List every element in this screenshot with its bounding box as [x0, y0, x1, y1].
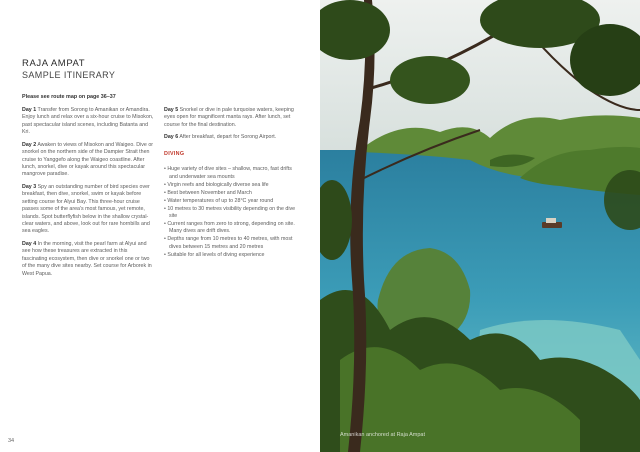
- day-text: In the morning, visit the pearl farm at Alyui and see how these treasures are extracted in this fascinating ecosystem, then dive or snorkel one or two of the many dive sites nearby. Set course for Arborek in West Papua.: [22, 241, 152, 277]
- route-map-note: Please see route map on page 36–37: [22, 94, 116, 100]
- itinerary-column-left: [22, 107, 154, 283]
- diving-item: • 10 metres to 30 metres visibility depending on the dive site: [164, 206, 302, 221]
- page-subtitle: SAMPLE ITINERARY: [22, 70, 116, 80]
- diving-item: • Depths range from 10 metres to 40 metres, with most dives between 15 metres and 20 metres: [164, 236, 302, 251]
- day-label: Day 2: [22, 141, 37, 148]
- diving-heading: DIVING: [164, 150, 185, 157]
- day-text: Snorkel or dive in pale turquoise waters, keeping eyes open for magnificent manta rays. After lunch, set course for the final destination.: [164, 107, 294, 128]
- day-entry: [22, 107, 154, 137]
- day-entry: [22, 241, 154, 278]
- raja-ampat-photo: [320, 0, 640, 452]
- day-entry: [164, 134, 302, 141]
- day-text: Spy an outstanding number of bird species over breakfast, then dive, snorkel, swim or kayak before setting course for Alyui Bay. This three-hour cruise passes some of the area's most famous, yet remote, islands. Spot butterflyfish below in the shallow crystal-clear waters, and above, look out for rare hornbills and sea eagles.: [22, 184, 150, 235]
- page-title: RAJA AMPAT: [22, 58, 86, 69]
- photo-caption: Amanikan anchored at Raja Ampat: [340, 432, 425, 438]
- day-label: Day 4: [22, 241, 37, 248]
- day-entry: [22, 142, 154, 179]
- day-text: Awaken to views of Misokon and Waigeo. Dive or snorkel on the northern side of the Dampier Strait then cruise to Yanggefo along the Waigeo coastline. After lunch, snorkel, dive or kayak around this spectacular mangrove paradise.: [22, 141, 154, 178]
- diving-item: • Current ranges from zero to strong, depending on site. Many dives are drift dives.: [164, 221, 302, 236]
- day-text: After breakfast, depart for Sorong Airport.: [179, 134, 277, 141]
- day-label: Day 5: [164, 107, 179, 113]
- itinerary-column-right: [164, 107, 302, 260]
- diving-item: • Water temperatures of up to 28°C year round: [164, 198, 302, 205]
- day-text: Transfer from Sorong to Amanikan or Amandira. Enjoy lunch and relax over a six-hour cruise to Misokon, past spectacular island scenes, including Batanta and Kri.: [22, 107, 154, 136]
- day-label: Day 6: [164, 134, 179, 141]
- leaf-cluster: [390, 56, 470, 104]
- diving-item: • Suitable for all levels of diving experience: [164, 252, 302, 259]
- day-entry: [22, 184, 154, 236]
- day-label: Day 1: [22, 107, 37, 113]
- diving-list: [164, 166, 302, 259]
- day-entry: [164, 107, 302, 129]
- day-label: Day 3: [22, 184, 37, 191]
- diving-item: • Huge variety of dive sites – shallow, macro, fast drifts and underwater sea mounts: [164, 166, 302, 181]
- diving-item: • Best between November and March: [164, 190, 302, 197]
- page-number: 34: [8, 438, 15, 444]
- photo-illustration: [320, 0, 640, 452]
- diving-item: • Virgin reefs and biologically diverse sea life: [164, 182, 302, 189]
